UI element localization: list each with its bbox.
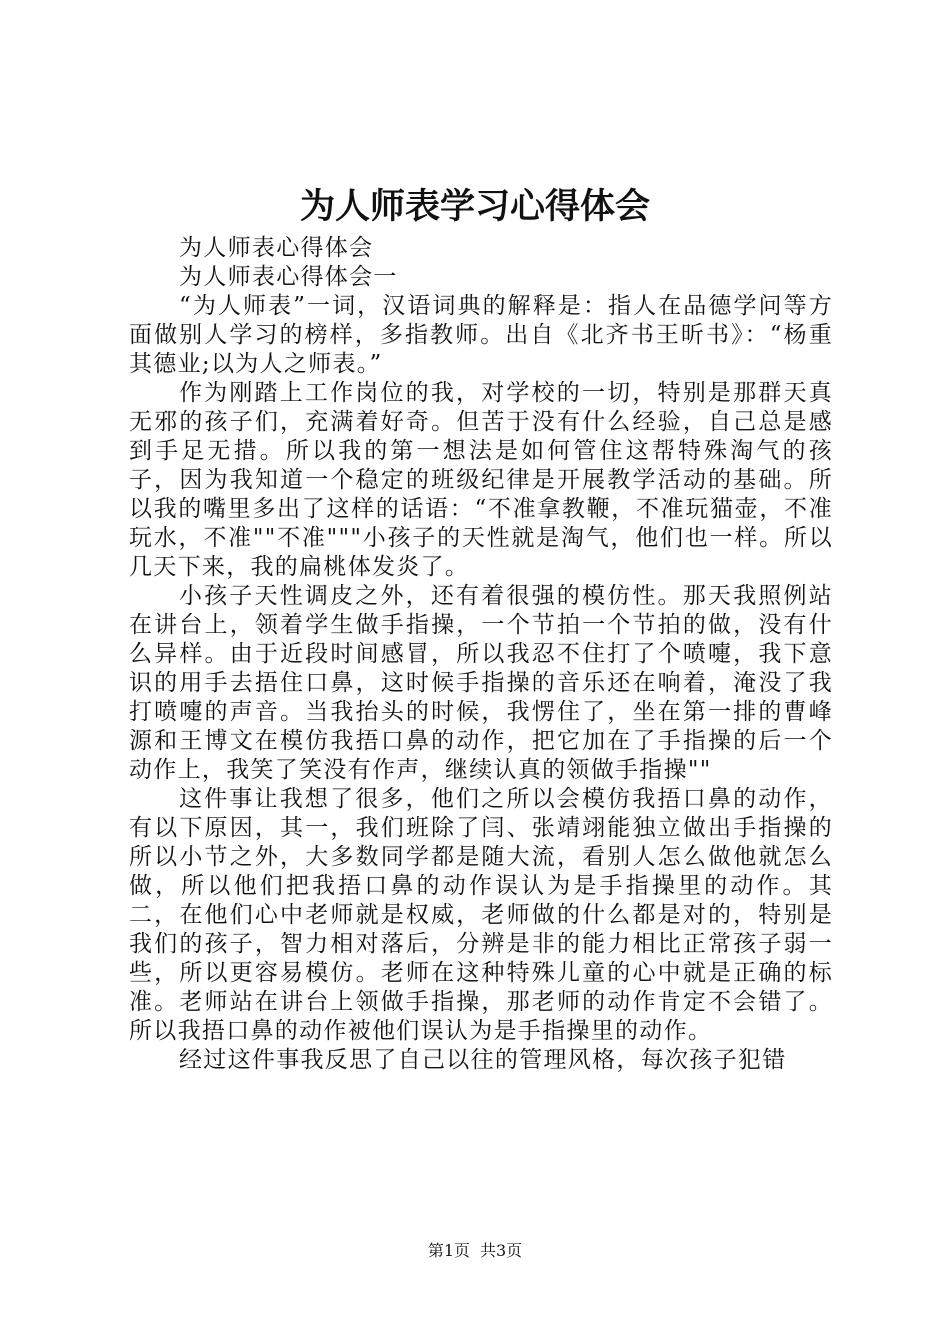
document-title: 为人师表学习心得体会 (299, 186, 650, 227)
paragraph: 作为刚踏上工作岗位的我，对学校的一切，特别是那群天真无邪的孩子们，充满着好奇。但苦于没有什么经验，自己总是感到手足无措。所以我的第一想法是如何管住这帮特殊淘气的孩子，因为我知道一个稳定的班级纪律是开展教学活动的基础。所以我的嘴里多出了这样的话语：“不准拿教鞭，不准玩猫壶，不准玩水，不准""不准"""小孩子的天性就是淘气，他们也一样。所以几天下来，我的扁桃体发炎了。 (129, 380, 833, 580)
paragraph: 经过这件事我反思了自己以往的管理风格，每次孩子犯错 (179, 1047, 787, 1073)
paragraph-subtitle: 为人师表心得体会 (179, 235, 374, 261)
paragraph-section-heading: 为人师表心得体会一 (179, 264, 398, 290)
page-total: 共3页 (480, 1241, 523, 1260)
document-body (129, 234, 833, 1075)
paragraph: 这件事让我想了很多，他们之所以会模仿我捂口鼻的动作，有以下原因，其一，我们班除了闫、张靖翊能独立做出手指操的所以小节之外，大多数同学都是随大流，看别人怎么做他就怎么做，所以他们把我捂口鼻的动作误认为是手指操里的动作。其二，在他们心中老师就是权威，老师做的什么都是对的，特别是我们的孩子，智力相对落后，分辨是非的能力相比正常孩子弱一些，所以更容易模仿。老师在这种特殊儿童的心中就是正确的标准。老师站在讲台上领做手指操，那老师的动作肯定不会错了。所以我捂口鼻的动作被他们误认为是手指操里的动作。 (129, 786, 833, 1044)
page-footer (0, 1240, 950, 1262)
paragraph: 小孩子天性调皮之外，还有着很强的模仿性。那天我照例站在讲台上，领着学生做手指操，一个节拍一个节拍的做，没有什么异样。由于近段时间感冒，所以我忍不住打了个喷嚏，我下意识的用手去捂住口鼻，这时候手指操的音乐还在响着，淹没了我打喷嚏的声音。当我抬头的时候，我愣住了，坐在第一排的曹峰源和王博文在模仿我捂口鼻的动作，把它加在了手指操的后一个动作上，我笑了笑没有作声，继续认真的领做手指操"" (129, 583, 833, 783)
page-number: 第1页 (427, 1241, 470, 1260)
paragraph: “为人师表”一词，汉语词典的解释是：指人在品德学问等方面做别人学习的榜样，多指教师。出自《北齐书王昕书》：“杨重其德业;以为人之师表。” (129, 293, 833, 377)
